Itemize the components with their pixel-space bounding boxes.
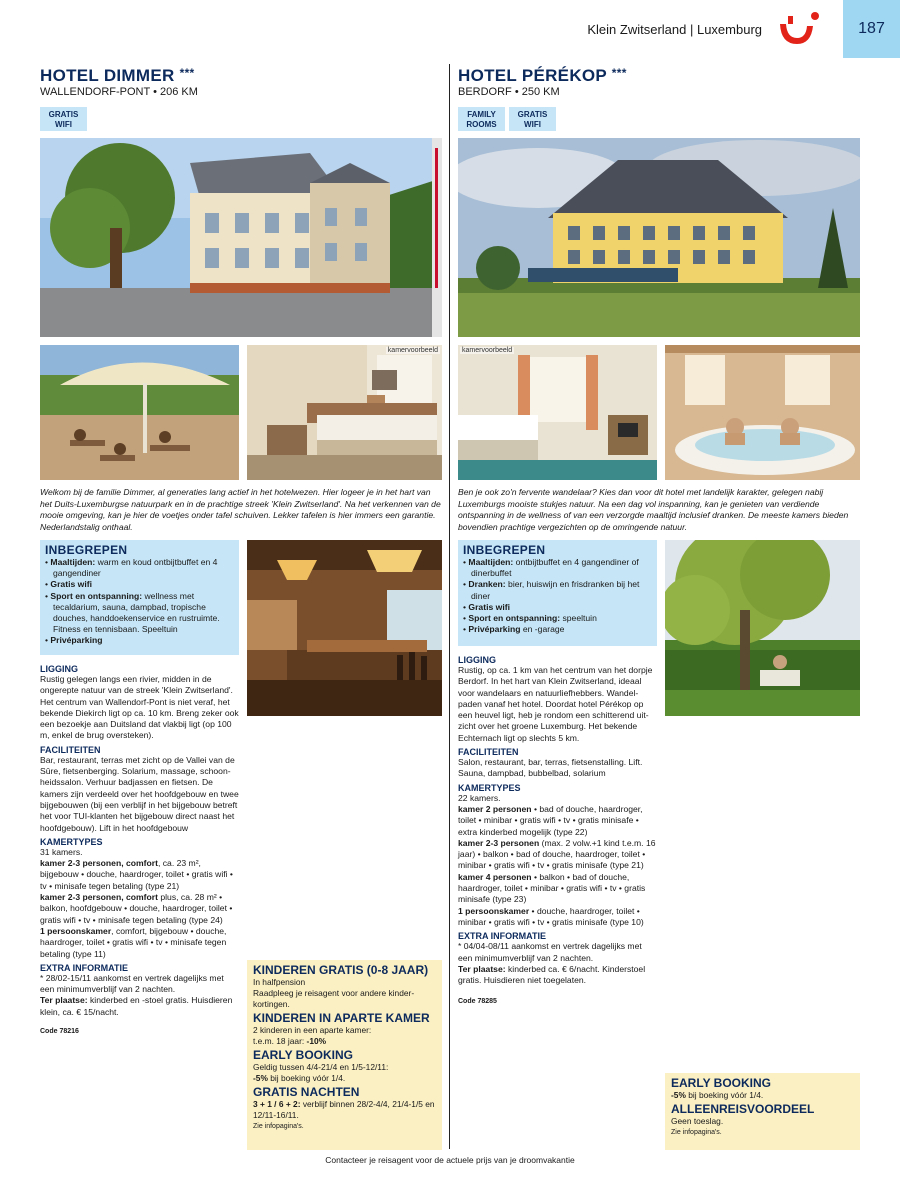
- hotel-left-name: HOTEL DIMMER ***: [40, 66, 195, 85]
- column-divider: [449, 64, 450, 1149]
- promo-note: Zie infopagina's.: [253, 1123, 304, 1130]
- page-footer: Contacteer je reisagent voor de actuele prijs van je droomvakantie: [325, 1155, 575, 1165]
- list-item: • Gratis wifi: [45, 579, 234, 590]
- extra-info-text: * 28/02-15/11 aankomst en vertrek dagelijks met een minimumverblijf van 2 nachten.: [40, 972, 224, 995]
- hotel-code: Code 78285: [458, 998, 497, 1006]
- hotel-left-included-box: [40, 540, 239, 655]
- list-item: • Sport en ontspanning: speeltuin: [463, 613, 652, 624]
- promo-title: ALLEENREISVOORDEEL: [671, 1102, 815, 1116]
- right-photo-tag: kamervoorbeeld: [462, 347, 513, 354]
- kamertypes-title: KAMERTYPES: [40, 836, 103, 847]
- ligging-title: LIGGING: [458, 655, 496, 665]
- hotel-right-garden-photo: [665, 540, 860, 716]
- promo-title: EARLY BOOKING: [671, 1076, 772, 1090]
- list-item: • Maaltijden: ontbijtbuffet en 4 gangendiner of dinerbuffet: [463, 557, 652, 579]
- hotel-left-location: WALLENDORF-PONT • 206 KM: [40, 86, 198, 98]
- list-item: • Privéparking: [45, 635, 234, 646]
- faciliteiten-title: FACILITEITEN: [458, 747, 519, 758]
- faciliteiten-text: Bar, restaurant, terras met zicht op de Vallei van de Sûre, fietsenberging. Solarium, massage, schoonheidssalon. Verhuur badjassen en fietsen. De kamers zijn verdeeld over het hoofdgebouw en twee bijgebouwen (bij een verblijf in het bijgebouw betreft het voor TUI-klanten het bijgebouw direct naast het hoofdgebouw). Lift in het hoofdgebouw: [40, 754, 239, 833]
- promo-body: 2 kinderen in een aparte kamer: t.e.m. 18 jaar: -10%: [253, 1025, 372, 1046]
- hotel-right-details: [458, 652, 658, 1005]
- extra-info-text: * 04/04-08/11 aankomst en vertrek dagelijks met een minimumverblijf van 2 nachten.: [458, 941, 642, 963]
- included-list: [463, 557, 652, 635]
- list-item: • Privéparking en -garage: [463, 624, 652, 635]
- promo-body: In halfpension Raadpleeg je reisagent voor andere kinderkortingen.: [253, 977, 415, 1009]
- promo-title: KINDEREN IN APARTE KAMER: [253, 1011, 430, 1025]
- hotel-left-room-photo: [247, 345, 442, 480]
- room-type: 1 persoonskamer, comfort, bijgebouw • douche, haardroger, toilet • gratis wifi • tv • minisafe tegen betaling (type 11): [40, 925, 227, 959]
- promo-title: EARLY BOOKING: [253, 1048, 354, 1062]
- badge-gratis-wifi: GRATIS WIFI: [509, 107, 556, 131]
- list-item: • Gratis wifi: [463, 602, 652, 613]
- list-item: • Sport en ontspanning: wellness met tecaldarium, sauna, dampbad, tropische douches, handdoekenservice en rustruimte. Fitness en tennisbaan. Speeltuin: [45, 591, 234, 636]
- hotel-right-intro: Ben je ook zo'n fervente wandelaar? Kies dan voor dit hotel met landelijk karakter, gelegen nabij Luxemburgs mooiste stukjes natuur. Na een dag vol inspanning, kan je genieten van verdiende ontspanning in de wellness of van een verzorgde maaltijd inclusief dranken. De meeste kamers bieden bovendien prachtige vergezichten op de omringende natuur.: [458, 487, 849, 532]
- hotel-left-heading: [40, 66, 440, 98]
- page-number: 187: [843, 0, 900, 58]
- list-item: • Maaltijden: warm en koud ontbijtbuffet en 4 gangendiner: [45, 557, 234, 579]
- extra-info-title: EXTRA INFORMATIE: [458, 931, 546, 942]
- region-title: Klein Zwitserland | Luxemburg: [587, 22, 762, 37]
- included-title: INBEGREPEN: [463, 543, 546, 557]
- hotel-left-main-photo: [40, 138, 442, 337]
- room-type: kamer 2 personen • bad of douche, haardroger, toilet • minibar • gratis wifi • tv • gratis minisafe • extra kinderbed mogelijk (type 22): [458, 803, 643, 837]
- hotel-right-location: BERDORF • 250 KM: [458, 86, 560, 98]
- list-item: • Dranken: bier, huiswijn en frisdranken bij het diner: [463, 579, 652, 601]
- room-type: kamer 4 personen • balkon • bad of douche, haardroger, toilet • minibar • gratis wifi • tv • gratis minisafe (type 23): [458, 871, 646, 905]
- faciliteiten-title: FACILITEITEN: [40, 744, 101, 755]
- kamertypes-title: KAMERTYPES: [458, 782, 521, 793]
- room-type: kamer 2-3 personen, comfort plus, ca. 28 m² • balkon, hoofdgebouw • douche, haardroger, toilet • gratis wifi • tv • minisafe tegen betaling (type 24): [40, 892, 233, 925]
- hotel-left-details: [40, 661, 240, 1035]
- room-type: kamer 2-3 personen (max. 2 volw.+1 kind t.e.m. 16 jaar) • balkon • bad of douche, haardroger, toilet • minibar • gratis wifi • tv • gratis minisafe (type 21): [458, 837, 656, 871]
- hotel-right-included-box: [458, 540, 657, 646]
- ligging-text: Rustig gelegen langs een rivier, midden in de ongerepte natuur van de streek 'Klein Zwitserland'. Het centrum van Wallendorf-Pont is niet veraf, het bekende Diekirch ligt op ca. 10 km. Breng zeker ook een bezoekje aan Duitsland dat vlakbij ligt (op 100 m, enkel de brug oversteken).: [40, 674, 239, 741]
- extra-info-title: EXTRA INFORMATIE: [40, 962, 128, 973]
- promo-body: 3 + 1 / 6 + 2: verblijf binnen 28/2-4/4, 21/4-1/5 en 12/11-16/11.: [253, 1099, 435, 1120]
- promo-body: -5% bij boeking vóór 1/4.: [671, 1090, 764, 1100]
- hotel-left-promo-box: [247, 960, 442, 1150]
- hotel-right-name: HOTEL PÉRÉKOP ***: [458, 66, 627, 85]
- badge-family-rooms: FAMILY ROOMS: [458, 107, 505, 131]
- ter-plaatse-text: Ter plaatse: kinderbed ca. € 6/nacht. Kinderstoel gratis. Huisdieren niet toegelaten.: [458, 963, 646, 986]
- included-list: [45, 557, 234, 647]
- tui-smile-logo-icon: [775, 10, 825, 48]
- hotel-right-wellness-photo: [665, 345, 860, 480]
- promo-body: Geldig tussen 4/4-21/4 en 1/5-12/11: -5% bij boeking vóór 1/4.: [253, 1062, 389, 1083]
- hotel-code: Code 78216: [40, 1028, 79, 1036]
- hotel-right-heading: [458, 66, 858, 98]
- included-title: INBEGREPEN: [45, 543, 128, 557]
- promo-body: Geen toeslag.: [671, 1116, 724, 1126]
- kamers-count: 22 kamers.: [458, 792, 501, 803]
- left-photo-tag: kamervoorbeeld: [387, 347, 438, 354]
- promo-title: KINDEREN GRATIS (0-8 JAAR): [253, 963, 429, 977]
- ter-plaatse-text: Ter plaatse: kinderbed en -stoel gratis. Huisdieren klein, ca. € 15/nacht.: [40, 995, 233, 1017]
- hotel-right-promo-box: [665, 1073, 860, 1150]
- hotel-right-main-photo: [458, 138, 860, 337]
- promo-title: GRATIS NACHTEN: [253, 1085, 360, 1099]
- room-type: 1 persoonskamer • douche, haardroger, toilet • minibar • gratis wifi • tv • gratis minisafe (type 10): [458, 905, 644, 927]
- hotel-left-terrace-photo: [40, 345, 239, 480]
- room-type: kamer 2-3 personen, comfort, ca. 23 m², bijgebouw • douche, haardroger, toilet • gratis wifi • tv • minisafe tegen betaling (type 21): [40, 858, 233, 891]
- promo-note: Zie infopagina's.: [671, 1129, 722, 1136]
- badge-gratis-wifi: GRATIS WIFI: [40, 107, 87, 131]
- hotel-right-room-photo: [458, 345, 657, 480]
- kamers-count: 31 kamers.: [40, 846, 83, 857]
- hotel-left-intro: Welkom bij de familie Dimmer, al generaties lang actief in het hotelwezen. Hier logeer je in het hart van het Duits-Luxemburgse natuurpark en in de prachtige streek 'Klein Zwitserland'. Na het verkennen van de mooie omgeving, kan je hier de voetjes onder tafel schuiven. Lekker tafelen is hier immers een garantie. Nederlandstalig onthaal.: [40, 487, 441, 532]
- ligging-text: Rustig, op ca. 1 km van het centrum van het dorpje Berdorf. In het hart van Klein Zwitserland, ideaal voor wandelaars en natuurliefhebbers. Wandelpaden vanaf het hotel. Doordat hotel Pérékop op een heuvel ligt, heb je rondom een schitterend uitzicht over het groene Luxemburg. Het bekende Echternach ligt op slechts 5 km.: [458, 665, 653, 743]
- hotel-left-restaurant-photo: [247, 540, 442, 716]
- ligging-title: LIGGING: [40, 664, 78, 674]
- faciliteiten-text: Salon, restaurant, bar, terras, fietsenstalling. Lift. Sauna, dampbad, bubbelbad, solarium: [458, 757, 643, 779]
